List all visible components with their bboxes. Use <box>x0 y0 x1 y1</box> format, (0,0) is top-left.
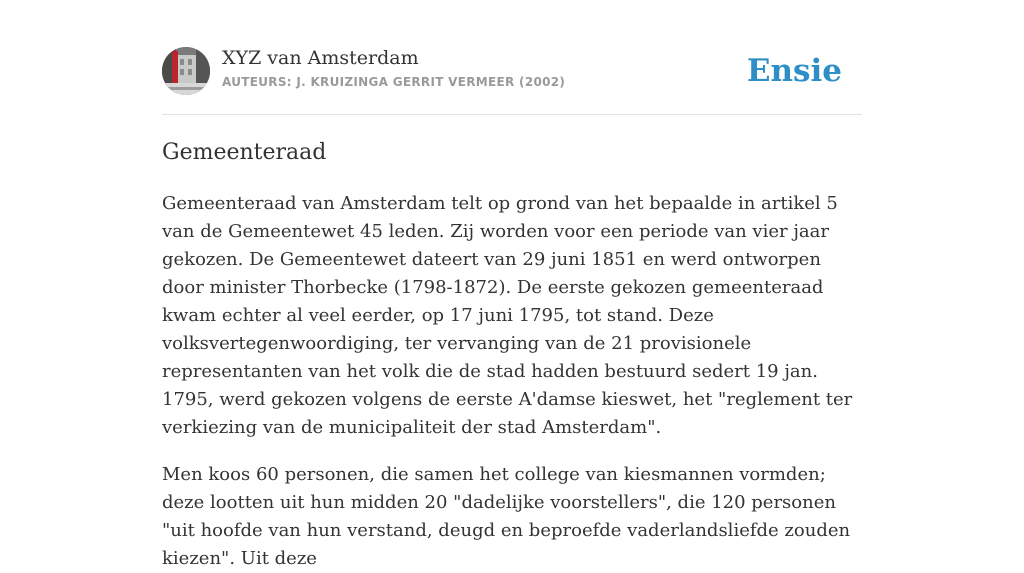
authors-line: AUTEURS: J. KRUIZINGA GERRIT VERMEER (2002) <box>222 75 566 89</box>
book-title[interactable]: XYZ van Amsterdam <box>222 47 419 69</box>
header <box>162 46 862 115</box>
entry-paragraph: Gemeenteraad van Amsterdam telt op grond van het bepaalde in artikel 5 van de Gemeentewet 45 leden. Zij worden voor een periode van vier jaar gekozen. De Gemeentewet dateert van 29 juni 1851 en werd ontworpen door minister Thorbecke (1798-1872). De eerste gekozen gemeenteraad kwam echter al veel eerder, op 17 juni 1795, tot stand. Deze volksvertegenwoordiging, ter vervanging van de 21 provisionele representanten van het volk die de stad hadden bestuurd sedert 19 jan. 1795, werd gekozen volgens de eerste A'damse kieswet, het "reglement ter verkiezing van de municipaliteit der stad Amsterdam". <box>162 193 853 438</box>
book-cover-avatar-icon[interactable] <box>162 47 210 95</box>
ensie-logo[interactable]: Ensie <box>746 53 842 89</box>
entry-content <box>162 136 862 573</box>
page-title: Gemeenteraad <box>162 140 327 165</box>
entry-paragraph: Men koos 60 personen, die samen het college van kiesmannen vormden; deze lootten uit hun midden 20 "dadelijke voorstellers", die 120 personen "uit hoofde van hun verstand, deugd en beproefde vaderlandsliefde zouden kiezen". Uit deze <box>162 464 851 569</box>
